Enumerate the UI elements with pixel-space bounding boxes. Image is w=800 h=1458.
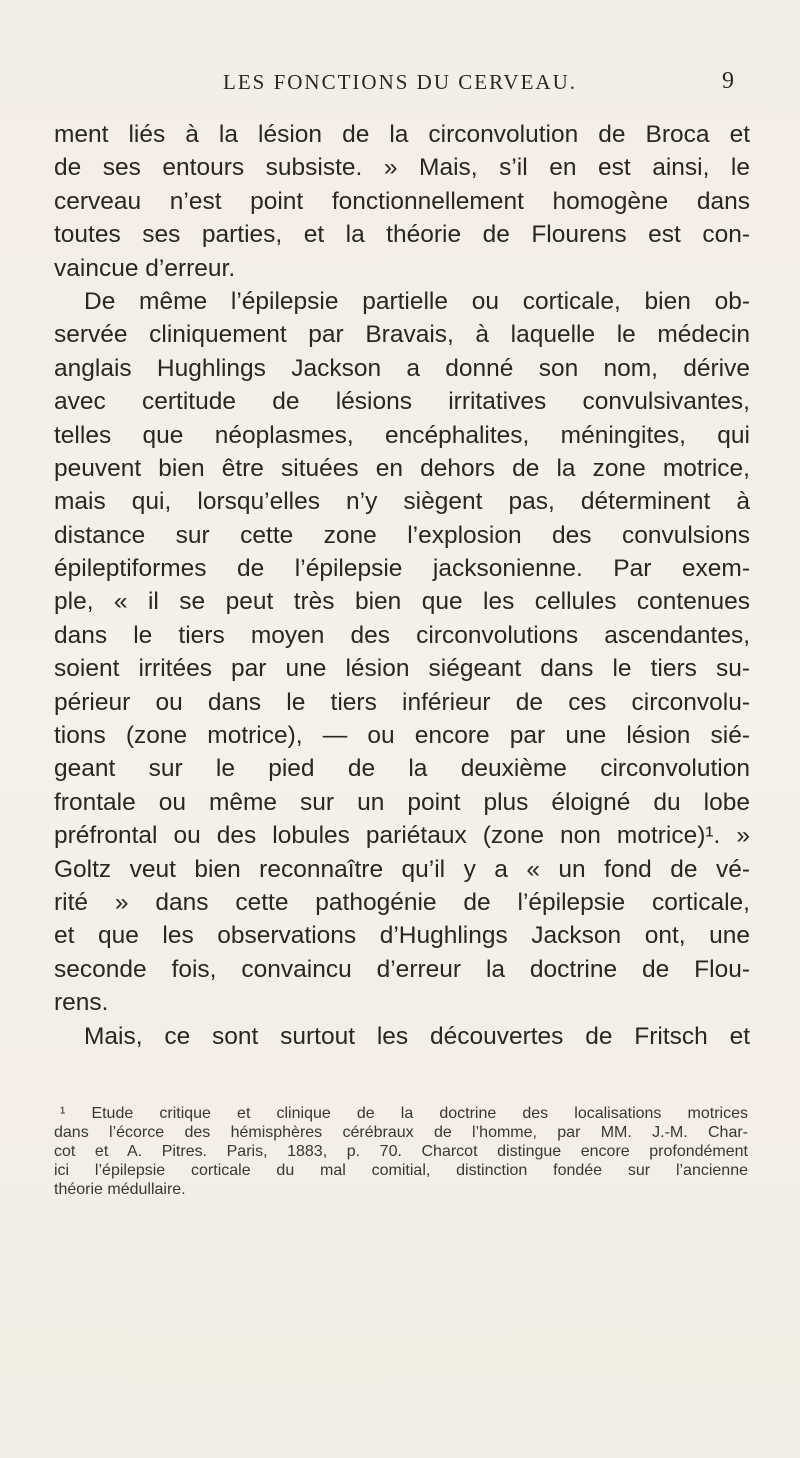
footnote-line: ¹ Etude critique et clinique de la doctrine des localisations motrices — [60, 1105, 748, 1122]
text-line: seconde fois, convaincu d’erreur la doctrine de Flou- — [54, 955, 750, 983]
text-line: rité » dans cette pathogénie de l’épilepsie corticale, — [54, 888, 750, 916]
text-line: avec certitude de lésions irritatives convulsivantes, — [54, 388, 750, 416]
footnote-line: théorie médullaire. — [54, 1181, 186, 1198]
text-line: épileptiformes de l’épilepsie jacksonienne. Par exem- — [54, 555, 750, 583]
text-line: peuvent bien être situées en dehors de la zone motrice, — [54, 454, 750, 482]
text-line: distance sur cette zone l’explosion des convulsions — [54, 521, 750, 549]
text-line: périeur ou dans le tiers inférieur de ces circonvolu- — [54, 688, 750, 716]
text-line: soient irritées par une lésion siégeant dans le tiers su- — [54, 655, 750, 683]
text-line: et que les observations d’Hughlings Jackson ont, une — [54, 922, 750, 950]
text-line: Goltz veut bien reconnaître qu’il y a « un fond de vé- — [54, 855, 750, 883]
text-line: toutes ses parties, et la théorie de Flourens est con- — [54, 221, 750, 249]
text-line: cerveau n’est point fonctionnellement homogène dans — [54, 187, 750, 215]
text-line: de ses entours subsiste. » Mais, s’il en est ainsi, le — [54, 154, 750, 182]
text-line: mais qui, lorsqu’elles n’y siègent pas, déterminent à — [54, 488, 750, 516]
footnote-line: cot et A. Pitres. Paris, 1883, p. 70. Charcot distingue encore profondément — [54, 1143, 748, 1160]
running-title: LES FONCTIONS DU CERVEAU. — [223, 70, 577, 94]
text-line: préfrontal ou des lobules pariétaux (zone non motrice)¹. » — [54, 822, 750, 850]
text-line: frontale ou même sur un point plus éloigné du lobe — [54, 788, 750, 816]
text-line: geant sur le pied de la deuxième circonvolution — [54, 755, 750, 783]
text-line: servée cliniquement par Bravais, à laquelle le médecin — [54, 321, 750, 349]
text-line: Mais, ce sont surtout les découvertes de Fritsch et — [84, 1022, 750, 1050]
footnote — [54, 1104, 748, 1199]
text-line: telles que néoplasmes, encéphalites, méningites, qui — [54, 421, 750, 449]
body-text — [54, 118, 750, 1053]
text-line: dans le tiers moyen des circonvolutions ascendantes, — [54, 621, 750, 649]
text-line: ple, « il se peut très bien que les cellules contenues — [54, 588, 750, 616]
page-number: 9 — [722, 68, 734, 94]
running-head — [60, 66, 740, 98]
text-line: anglais Hughlings Jackson a donné son nom, dérive — [54, 354, 750, 382]
footnote-line: dans l’écorce des hémisphères cérébraux de l’homme, par MM. J.-M. Char- — [54, 1124, 748, 1141]
text-line: rens. — [54, 989, 109, 1017]
text-line: De même l’épilepsie partielle ou corticale, bien ob- — [84, 287, 750, 315]
text-line: tions (zone motrice), — ou encore par une lésion sié- — [54, 722, 750, 750]
text-line: ment liés à la lésion de la circonvolution de Broca et — [54, 121, 750, 148]
text-line: vaincue d’erreur. — [54, 254, 236, 282]
footnote-line: ici l’épilepsie corticale du mal comitial, distinction fondée sur l’ancienne — [54, 1162, 748, 1179]
